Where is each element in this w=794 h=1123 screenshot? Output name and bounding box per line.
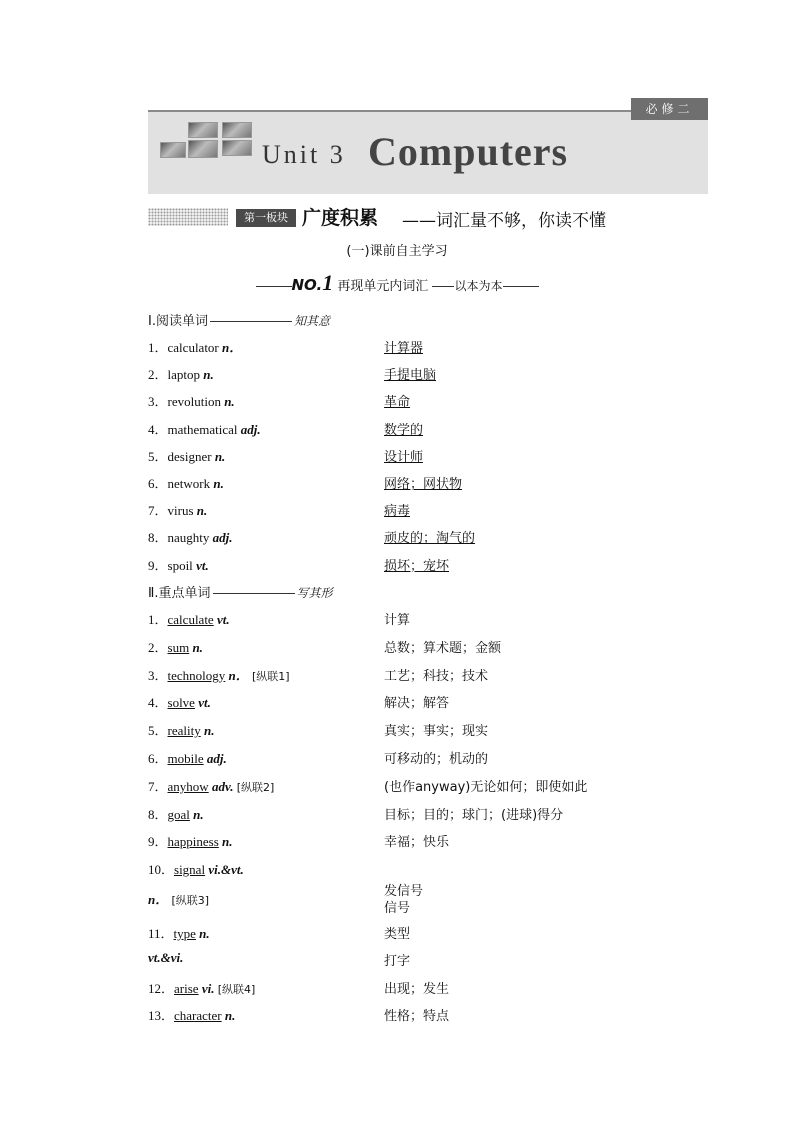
word-entry <box>148 831 233 850</box>
part-of-speech: n． <box>222 340 243 355</box>
no1-left-rule <box>256 286 292 287</box>
category-key-words <box>148 582 333 601</box>
part-of-speech: n. <box>193 806 204 822</box>
vocab-row <box>148 720 708 740</box>
word-meaning: 网络；网状物 <box>384 477 463 492</box>
word-entry <box>148 950 183 966</box>
word-meaning: 总数；算术题；金额 <box>384 640 502 656</box>
item-number: 6． <box>148 751 168 766</box>
banner-photo-1 <box>188 122 218 138</box>
item-number: 10． <box>148 862 175 878</box>
vocab-row <box>148 500 708 520</box>
part-of-speech: n. <box>203 723 215 739</box>
word-meaning: 革命 <box>384 395 411 411</box>
unit-title: Computers <box>368 129 569 174</box>
cross-ref-note: [纵联2] <box>236 780 275 794</box>
word-entry <box>148 337 242 356</box>
part-of-speech: n． <box>228 667 249 683</box>
english-word: network <box>167 476 211 491</box>
category-hint: 知其意 <box>293 314 330 328</box>
section-title: 广度积累 <box>302 207 379 229</box>
word-meaning: 病毒 <box>384 504 411 520</box>
english-word: solve <box>167 695 195 711</box>
word-meaning: 性格；特点 <box>384 1009 450 1024</box>
category-rule <box>210 321 292 322</box>
part-of-speech: n. <box>196 503 208 519</box>
unit-number: Unit 3 <box>262 140 346 169</box>
part-of-speech: n. <box>224 394 235 410</box>
english-word: mathematical <box>167 421 238 437</box>
vocab-row <box>148 364 708 384</box>
vocab-row <box>148 804 708 824</box>
english-word: laptop <box>167 367 201 383</box>
word-meaning: 设计师 <box>384 449 424 465</box>
word-meaning: 发信号 <box>384 884 424 899</box>
word-meaning: 信号 <box>384 901 411 916</box>
banner-photo-4 <box>188 140 218 158</box>
vocab-row <box>148 831 708 851</box>
part-of-speech: vi.&vt. <box>208 862 244 878</box>
english-word: mobile <box>167 751 204 766</box>
vocab-row <box>148 978 708 998</box>
no1-right-rule <box>503 286 539 287</box>
item-number: 9． <box>148 834 168 850</box>
part-of-speech: vt. <box>198 695 211 711</box>
word-meaning: 解决；解答 <box>384 696 450 712</box>
english-word: sum <box>167 639 190 655</box>
word-meaning: (也作anyway)无论如何；即使如此 <box>384 779 588 795</box>
english-word: anyhow <box>167 778 209 794</box>
no1-heading <box>0 270 794 296</box>
vocab-row <box>148 609 708 629</box>
vocab-row <box>148 391 708 411</box>
word-entry <box>148 804 204 823</box>
vocab-row <box>148 859 708 879</box>
word-entry <box>148 419 261 438</box>
word-entry <box>148 776 274 795</box>
word-entry <box>148 555 209 574</box>
cross-ref-note: [纵联4] <box>217 983 256 996</box>
english-word: signal <box>174 862 206 878</box>
no1-number: 1 <box>322 270 334 295</box>
english-word: calculator <box>167 340 219 355</box>
word-entry <box>148 364 214 383</box>
item-number: 7． <box>148 503 168 519</box>
word-entry <box>148 527 233 546</box>
word-entry <box>148 720 214 739</box>
word-entry <box>148 391 235 410</box>
no1-prefix: NO. <box>291 276 323 294</box>
no1-tail: 以本为本 <box>454 279 503 293</box>
item-number: 1． <box>148 612 168 627</box>
vocab-row <box>148 776 708 796</box>
word-entry <box>148 446 225 465</box>
no1-label: 再现单元内词汇 <box>337 279 429 294</box>
word-meaning: 打字 <box>384 954 411 969</box>
vocab-row <box>148 637 708 657</box>
category-label: Ⅰ.阅读单词 <box>148 314 208 329</box>
vocab-row-type-verb <box>148 950 708 970</box>
word-meaning: 真实；事实；现实 <box>384 724 489 740</box>
item-number: 2． <box>148 367 168 383</box>
vocab-row <box>148 665 708 685</box>
word-meaning: 手提电脑 <box>384 368 437 384</box>
vocab-row <box>148 748 708 768</box>
english-word: spoil <box>167 557 193 573</box>
english-word: character <box>174 1008 222 1023</box>
item-number: 4． <box>148 695 168 711</box>
english-word: happiness <box>167 834 219 850</box>
part-of-speech: n. <box>214 448 226 464</box>
word-meaning: 顽皮的；淘气的 <box>384 531 476 547</box>
part-of-speech: adj. <box>212 530 233 546</box>
cross-ref-note: [纵联3] <box>171 894 210 907</box>
part-of-speech: n. <box>222 834 233 850</box>
word-entry <box>148 692 211 711</box>
english-word: technology <box>167 667 226 683</box>
word-meaning: 计算器 <box>384 341 424 356</box>
word-entry <box>148 609 230 628</box>
part-of-speech: vi. <box>201 981 215 996</box>
english-word: goal <box>167 806 190 822</box>
section-tag: 第一板块 <box>236 209 296 227</box>
item-number: 11． <box>148 926 174 941</box>
category-reading-words <box>148 310 330 329</box>
word-entry <box>148 859 244 878</box>
item-number: 2． <box>148 639 168 655</box>
english-word: virus <box>167 503 194 519</box>
word-meaning: 幸福；快乐 <box>384 835 450 851</box>
english-word: calculate <box>167 612 214 627</box>
word-entry <box>148 748 227 767</box>
part-of-speech: adj. <box>240 421 261 437</box>
english-word: revolution <box>167 394 221 410</box>
word-meaning: 目标；目的；球门；(进球)得分 <box>384 807 564 823</box>
item-number: 8． <box>148 806 168 822</box>
word-entry <box>148 1005 235 1024</box>
cross-ref-note: [纵联1] <box>252 669 290 683</box>
no1-mid-rule <box>432 286 454 287</box>
vocab-row <box>148 337 708 357</box>
item-number: 9． <box>148 557 168 573</box>
banner-photo-5 <box>222 140 252 156</box>
vocab-row <box>148 555 708 575</box>
item-number: 3． <box>148 667 168 683</box>
part-of-speech: n. <box>213 476 224 491</box>
category-hint: 写其形 <box>296 586 333 600</box>
vocab-row <box>148 1005 708 1025</box>
word-meaning: 数学的 <box>384 422 424 438</box>
category-label: Ⅱ.重点单词 <box>148 586 211 601</box>
vocab-row <box>148 692 708 712</box>
part-of-speech: vt. <box>216 612 230 627</box>
item-number: 6． <box>148 476 168 491</box>
english-word: naughty <box>167 530 210 546</box>
part-of-speech: n. <box>203 367 214 383</box>
category-rule <box>213 593 295 594</box>
english-word: reality <box>167 723 201 739</box>
textbook-tag: 必修二 <box>631 98 708 120</box>
english-word: arise <box>174 981 199 996</box>
word-entry <box>148 665 290 684</box>
item-number: 7． <box>148 778 168 794</box>
item-number: 13． <box>148 1008 175 1023</box>
section-dot-pattern <box>148 208 228 226</box>
english-word: type <box>173 926 196 941</box>
item-number: 5． <box>148 723 168 739</box>
part-of-speech: n. <box>224 1008 236 1023</box>
english-word: designer <box>167 448 212 464</box>
part-of-speech: adj. <box>206 751 227 766</box>
vocab-row <box>148 527 708 547</box>
word-meaning: 损坏；宠坏 <box>384 558 450 574</box>
word-entry <box>148 637 203 656</box>
item-number: 4． <box>148 421 168 437</box>
word-meaning: 可移动的；机动的 <box>384 752 489 767</box>
banner-photo-3 <box>160 142 186 158</box>
vocab-row-signal-meanings-2 <box>148 897 708 917</box>
part-of-speech: n. <box>192 639 203 655</box>
word-meaning: 类型 <box>384 927 411 942</box>
word-entry <box>148 473 224 492</box>
item-number: 3． <box>148 394 168 410</box>
part-of-speech: vt. <box>196 557 209 573</box>
vocab-row <box>148 446 708 466</box>
vocab-row <box>148 419 708 439</box>
word-meaning: 计算 <box>384 613 411 628</box>
word-entry <box>148 500 207 519</box>
part-of-speech: vt.&vi. <box>148 950 184 965</box>
item-number: 5． <box>148 448 168 464</box>
vocab-row <box>148 473 708 493</box>
part-of-speech: n. <box>199 926 210 941</box>
part-of-speech: n． <box>148 892 169 907</box>
item-number: 12． <box>148 981 175 996</box>
section-subtitle: ——词汇量不够，你读不懂 <box>402 211 606 231</box>
sub-heading: (一)课前自主学习 <box>346 244 448 259</box>
word-meaning: 出现；发生 <box>384 982 450 997</box>
word-entry <box>148 978 255 997</box>
banner-photo-2 <box>222 122 252 138</box>
part-of-speech: adv. <box>211 778 234 794</box>
word-meaning: 工艺；科技；技术 <box>384 668 489 684</box>
item-number: 1． <box>148 340 168 355</box>
vocab-row <box>148 923 708 943</box>
word-entry <box>148 923 210 942</box>
item-number: 8． <box>148 530 168 546</box>
